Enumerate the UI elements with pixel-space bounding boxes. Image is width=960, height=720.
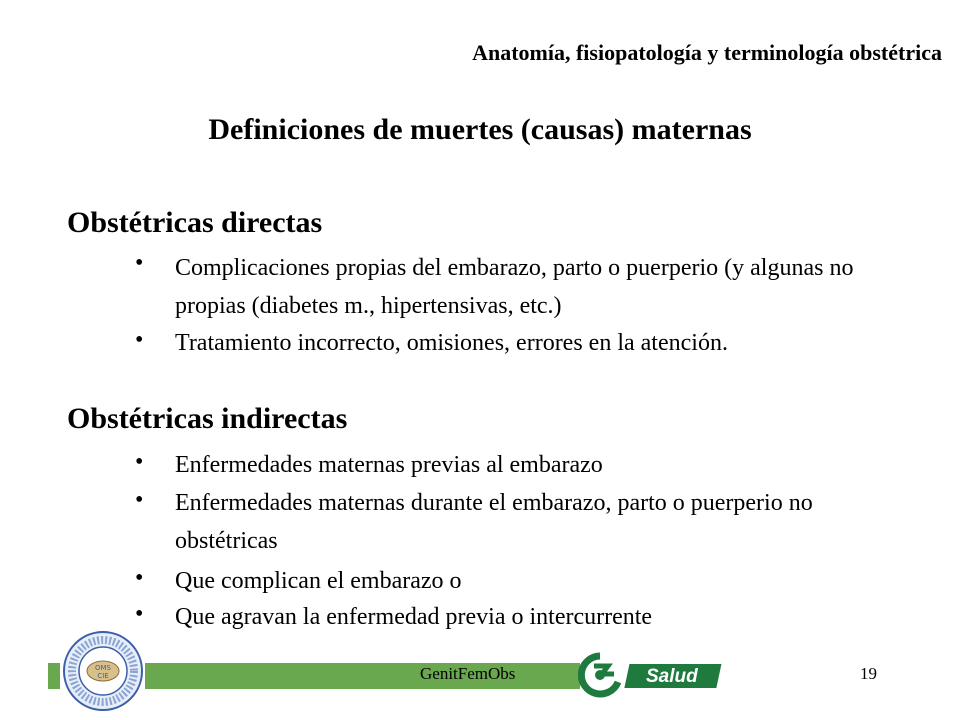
- salud-brand-text: Salud: [646, 666, 698, 687]
- bullet-marker: •: [135, 565, 144, 591]
- bullet-text: Complicaciones propias del embarazo, parto o puerperio (y algunas no propias (diabetes m., hipertensivas, etc.): [175, 255, 854, 319]
- bullet-marker: •: [135, 601, 144, 627]
- cemece-logo: [62, 630, 144, 712]
- bullet-text: Que agravan la enfermedad previa o intercurrente: [175, 604, 653, 630]
- bullet-marker: •: [135, 327, 144, 353]
- slide-title: Definiciones de muertes (causas) maternas: [208, 113, 752, 146]
- svg-text:OMS: OMS: [95, 664, 111, 672]
- page-number: 19: [860, 664, 877, 683]
- bullet-text: Que complican el embarazo o: [175, 568, 462, 594]
- svg-text:CIE: CIE: [97, 672, 109, 680]
- bullet-text: Enfermedades maternas previas al embarazo: [175, 452, 603, 478]
- bullet-text: Enfermedades maternas durante el embarazo, parto o puerperio no obstétricas: [175, 490, 813, 554]
- section-heading-indirectas: Obstétricas indirectas: [67, 402, 348, 435]
- header-title: Anatomía, fisiopatología y terminología obstétrica: [472, 40, 942, 65]
- footer-accent-left: [48, 663, 60, 689]
- section-heading-directas: Obstétricas directas: [67, 206, 323, 239]
- bullet-marker: •: [135, 250, 144, 276]
- bullet-marker: •: [135, 487, 144, 513]
- bullet-text: Tratamiento incorrecto, omisiones, errores en la atención.: [175, 330, 728, 356]
- salud-logo: [578, 652, 728, 698]
- bullet-marker: •: [135, 449, 144, 475]
- footer-label: GenitFemObs: [420, 664, 516, 683]
